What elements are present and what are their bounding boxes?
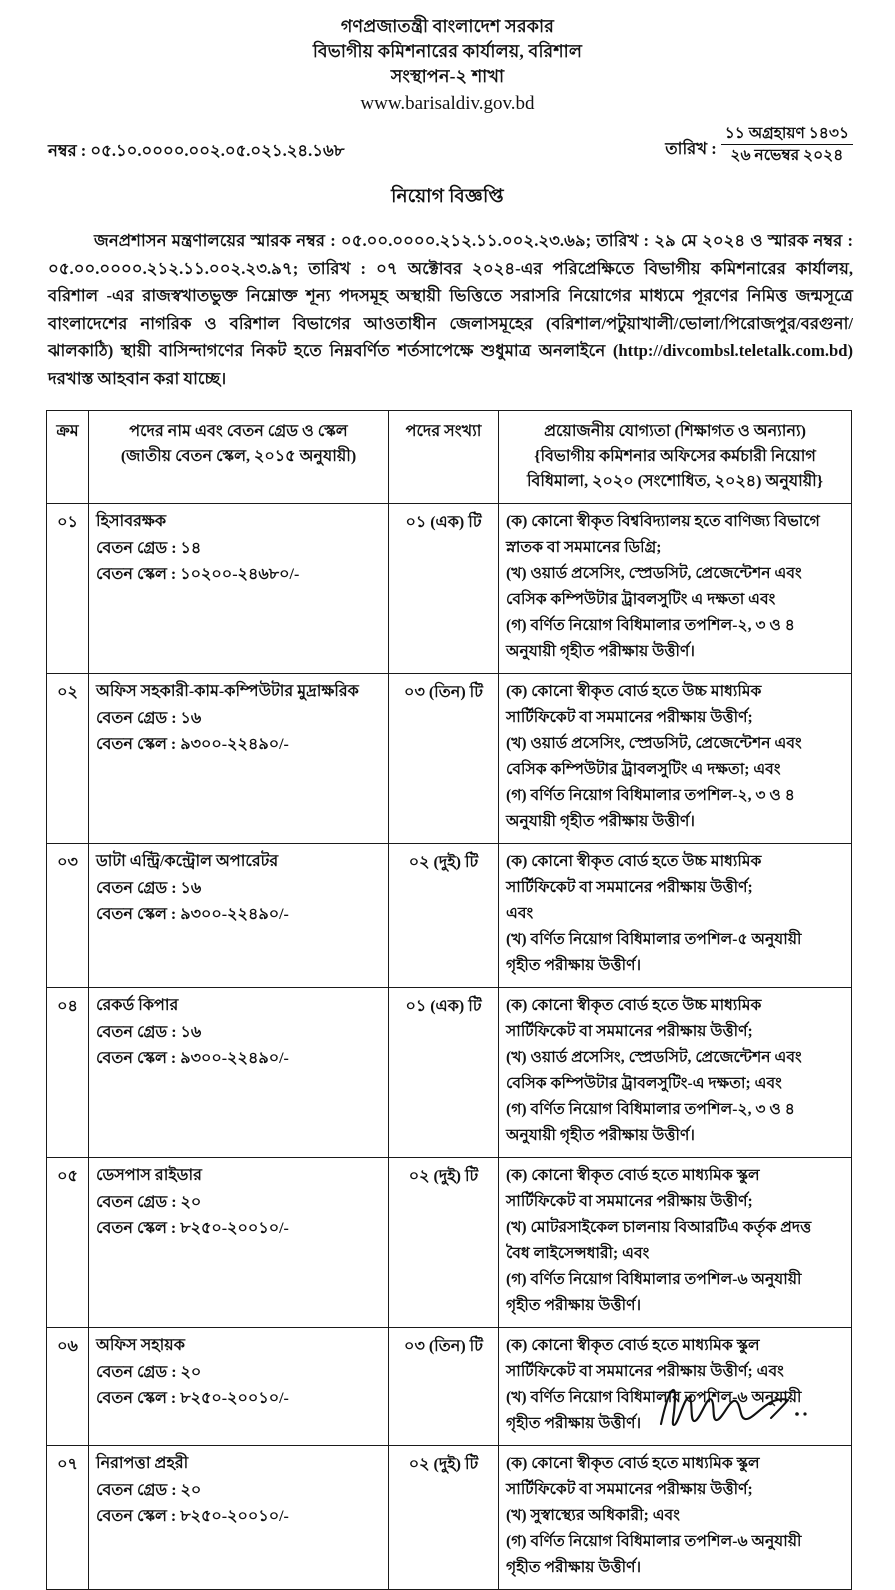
qualification-line: অনুযায়ী গৃহীত পরীক্ষায় উত্তীর্ণ। — [506, 643, 695, 660]
qualification-line: বেসিক কম্পিউটার ট্রাবলসুটিং এ দক্ষতা এবং — [506, 591, 776, 608]
qualification-line: (ক) কোনো স্বীকৃত বোর্ড হতে উচ্চ মাধ্যমিক — [506, 853, 762, 870]
signature-area — [655, 1380, 835, 1434]
qualification-line: বেসিক কম্পিউটার ট্রাবলসুটিং এ দক্ষতা; এবং — [506, 761, 781, 778]
date-bangla: ১১ অগ্রহায়ণ ১৪৩১ — [721, 126, 853, 145]
table-row — [47, 1158, 852, 1328]
cell-qualifications — [499, 1446, 852, 1590]
cell-post-details — [89, 504, 389, 674]
post-pay-grade: বেতন গ্রেড : ১৬ — [96, 709, 202, 727]
date-label: তারিখ : — [665, 139, 717, 158]
col-header-post-line1: পদের নাম এবং বেতন গ্রেড ও স্কেল — [129, 423, 348, 440]
cell-serial: ০৩ — [47, 844, 89, 988]
table-row — [47, 988, 852, 1158]
post-pay-scale: বেতন স্কেল : ১০২০০-২৪৬৮০/- — [96, 566, 300, 583]
handwritten-signature-icon — [655, 1380, 835, 1434]
post-name: হিসাবরক্ষক — [96, 513, 167, 530]
branch-name: সংস্থাপন-২ শাখা — [390, 66, 505, 86]
cell-serial: ০৪ — [47, 988, 89, 1158]
cell-serial: ০৬ — [47, 1328, 89, 1446]
qualification-line: (গ) বর্ণিত নিয়োগ বিধিমালার তপশিল-৬ অনুযায়ী — [506, 1533, 802, 1550]
qualification-line: (খ) ওয়ার্ড প্রসেসিং, স্প্রেডসিট, প্রেজেন্টেশন এবং — [506, 1049, 802, 1066]
qualification-line: (গ) বর্ণিত নিয়োগ বিধিমালার তপশিল-২, ৩ ও ৪ — [506, 787, 795, 804]
memo-number: নম্বর : ০৫.১০.০০০০.০০২.০৫.০২১.২৪.১৬৮ — [48, 141, 345, 160]
post-name: অফিস সহকারী-কাম-কম্পিউটার মুদ্রাক্ষরিক — [96, 683, 359, 700]
post-pay-grade: বেতন গ্রেড : ২০ — [96, 1481, 202, 1499]
post-pay-grade: বেতন গ্রেড : ১৬ — [96, 1023, 202, 1041]
cell-post-details — [89, 1328, 389, 1446]
qualification-line: (গ) বর্ণিত নিয়োগ বিধিমালার তপশিল-২, ৩ ও ৪ — [506, 617, 795, 634]
cell-serial: ০৭ — [47, 1446, 89, 1590]
table-row — [47, 1446, 852, 1590]
qualification-line: গৃহীত পরীক্ষায় উত্তীর্ণ। — [506, 1415, 642, 1432]
qualification-line: (খ) ওয়ার্ড প্রসেসিং, স্প্রেডসিট, প্রেজেন্টেশন এবং — [506, 565, 802, 582]
cell-vacancy-count: ০৩ (তিন) টি — [389, 674, 499, 844]
cell-vacancy-count: ০২ (দুই) টি — [389, 1158, 499, 1328]
qualification-line: (খ) বর্ণিত নিয়োগ বিধিমালার তপশিল-৫ অনুযায়ী — [506, 931, 802, 948]
post-name: অফিস সহায়ক — [96, 1337, 185, 1354]
cell-qualifications — [499, 988, 852, 1158]
post-pay-scale: বেতন স্কেল : ৮২৫০-২০০১০/- — [96, 1390, 289, 1407]
cell-qualifications — [499, 504, 852, 674]
table-row — [47, 674, 852, 844]
qualification-line: সার্টিফিকেট বা সমমানের পরীক্ষায় উত্তীর্ণ; — [506, 879, 753, 896]
post-pay-grade: বেতন গ্রেড : ২০ — [96, 1363, 202, 1381]
cell-serial: ০১ — [47, 504, 89, 674]
post-pay-grade: বেতন গ্রেড : ১৬ — [96, 879, 202, 897]
cell-post-details — [89, 988, 389, 1158]
qualification-line: স্নাতক বা সমমানের ডিগ্রি; — [506, 539, 662, 556]
qualification-line: অনুযায়ী গৃহীত পরীক্ষায় উত্তীর্ণ। — [506, 1127, 695, 1144]
qualification-line: বেসিক কম্পিউটার ট্রাবলসুটিং-এ দক্ষতা; এবং — [506, 1075, 782, 1092]
post-pay-scale: বেতন স্কেল : ৮২৫০-২০০১০/- — [96, 1508, 289, 1525]
qualification-line: সার্টিফিকেট বা সমমানের পরীক্ষায় উত্তীর্ণ; এবং — [506, 1363, 784, 1380]
cell-vacancy-count: ০১ (এক) টি — [389, 988, 499, 1158]
cell-qualifications — [499, 674, 852, 844]
post-pay-scale: বেতন স্কেল : ৯৩০০-২২৪৯০/- — [96, 906, 289, 923]
col-header-post — [89, 411, 389, 504]
date-stack — [721, 126, 853, 163]
table-header-row — [47, 411, 852, 504]
qualification-line: গৃহীত পরীক্ষায় উত্তীর্ণ। — [506, 957, 642, 974]
col-header-post-line2: (জাতীয় বেতন স্কেল, ২০১৫ অনুযায়ী) — [120, 448, 357, 465]
qualification-line: (খ) মোটরসাইকেল চালনায় বিআরটিএ কর্তৃক প্রদত্ত — [506, 1219, 812, 1236]
page-title: নিয়োগ বিজ্ঞপ্তি — [391, 187, 504, 207]
government-name: গণপ্রজাতন্ত্রী বাংলাদেশ সরকার — [340, 16, 555, 36]
cell-post-details — [89, 674, 389, 844]
office-name: বিভাগীয় কমিশনারের কার্যালয়, বরিশাল — [312, 41, 583, 61]
post-pay-scale: বেতন স্কেল : ৯৩০০-২২৪৯০/- — [96, 1050, 289, 1067]
col-header-qual-line2: {বিভাগীয় কমিশনার অফিসের কর্মচারী নিয়োগ — [534, 448, 816, 465]
date-english: ২৬ নভেম্বর ২০২৪ — [730, 146, 844, 164]
cell-vacancy-count: ০২ (দুই) টি — [389, 1446, 499, 1590]
qualification-line: বৈধ লাইসেন্সধারী; এবং — [506, 1245, 650, 1262]
qualification-line: (ক) কোনো স্বীকৃত বোর্ড হতে মাধ্যমিক স্কুল — [506, 1337, 760, 1354]
qualification-line: এবং — [506, 905, 534, 922]
cell-vacancy-count: ০১ (এক) টি — [389, 504, 499, 674]
qualification-line: (গ) বর্ণিত নিয়োগ বিধিমালার তপশিল-৬ অনুযায়ী — [506, 1271, 802, 1288]
qualification-line: সার্টিফিকেট বা সমমানের পরীক্ষায় উত্তীর্ণ; — [506, 1193, 753, 1210]
qualification-line: (খ) সুস্বাস্থ্যের অধিকারী; এবং — [506, 1507, 680, 1524]
office-website: www.barisaldiv.gov.bd — [360, 93, 535, 114]
post-name: ডেসপাস রাইডার — [96, 1167, 202, 1184]
col-header-qual-line3: বিধিমালা, ২০২০ (সংশোধিত, ২০২৪) অনুযায়ী} — [526, 473, 824, 490]
qualification-line: (গ) বর্ণিত নিয়োগ বিধিমালার তপশিল-২, ৩ ও ৪ — [506, 1101, 795, 1118]
col-header-qualification — [499, 411, 852, 504]
cell-post-details — [89, 1158, 389, 1328]
cell-serial: ০২ — [47, 674, 89, 844]
cell-post-details — [89, 1446, 389, 1590]
qualification-line: গৃহীত পরীক্ষায় উত্তীর্ণ। — [506, 1297, 642, 1314]
cell-qualifications — [499, 1158, 852, 1328]
qualification-line: গৃহীত পরীক্ষায় উত্তীর্ণ। — [506, 1559, 642, 1576]
post-name: নিরাপত্তা প্রহরী — [96, 1455, 189, 1472]
memo-date-block — [665, 126, 853, 163]
qualification-line: (ক) কোনো স্বীকৃত বোর্ড হতে উচ্চ মাধ্যমিক — [506, 683, 762, 700]
qualification-line: সার্টিফিকেট বা সমমানের পরীক্ষায় উত্তীর্ণ; — [506, 1023, 753, 1040]
cell-post-details — [89, 844, 389, 988]
post-pay-scale: বেতন স্কেল : ৮২৫০-২০০১০/- — [96, 1220, 289, 1237]
document-header — [0, 0, 895, 118]
table-head — [47, 411, 852, 504]
post-pay-grade: বেতন গ্রেড : ১৪ — [96, 539, 202, 557]
memo-line — [0, 125, 895, 174]
post-name: রেকর্ড কিপার — [96, 997, 179, 1014]
post-pay-grade: বেতন গ্রেড : ২০ — [96, 1193, 202, 1211]
cell-qualifications — [499, 844, 852, 988]
col-header-count: পদের সংখ্যা — [389, 411, 499, 504]
col-header-qual-line1: প্রয়োজনীয় যোগ্যতা (শিক্ষাগত ও অন্যান্য) — [544, 423, 806, 440]
qualification-line: সার্টিফিকেট বা সমমানের পরীক্ষায় উত্তীর্ণ; — [506, 709, 753, 726]
intro-paragraph: জনপ্রশাসন মন্ত্রণালয়ের স্মারক নম্বর : ০৫.০০.০০০০.২১২.১১.০০২.২৩.৬৯; তারিখ : ২৯ মে ২০২৪ ও স্মারক নম্বর : ০৫.০০.০০০০.২১২.১১.০০২.২৩.৯৭; তারিখ : ০৭ অক্টোবর ২০২৪-এর পরিপ্রেক্ষিতে বিভাগীয় কমিশনারের কার্যালয়, বরিশাল -এর রাজস্বখাতভুক্ত নিম্নোক্ত শূন্য পদসমূহ অস্থায়ী ভিত্তিতে সরাসরি নিয়োগের মাধ্যমে পূরণের নিমিত্ত জন্মসূত্রে বাংলাদেশের নাগরিক ও বরিশাল বিভাগের আওতাধীন জেলাসমূহের (বরিশাল/পটুয়াখালী/ভোলা/পিরোজপুর/বরগুনা/ঝালকাঠি) স্থায়ী বাসিন্দাগণের নিকট হতে নিম্নবর্ণিত শর্তসাপেক্ষে শুধুমাত্র অনলাইনে (http://divcombsl.teletalk.com.bd) দরখাস্ত আহবান করা যাচ্ছে। — [48, 231, 853, 388]
qualification-line: সার্টিফিকেট বা সমমানের পরীক্ষায় উত্তীর্ণ; — [506, 1481, 753, 1498]
qualification-line: (ক) কোনো স্বীকৃত বিশ্ববিদ্যালয় হতে বাণিজ্য বিভাগে — [506, 513, 820, 530]
qualification-line: (খ) বর্ণিত নিয়োগ বিধিমালার তপশিল-৬ অনুযায়ী — [506, 1389, 802, 1406]
cell-vacancy-count: ০৩ (তিন) টি — [389, 1328, 499, 1446]
post-name: ডাটা এন্ট্রি/কন্ট্রোল অপারেটর — [96, 853, 279, 870]
qualification-line: (খ) ওয়ার্ড প্রসেসিং, স্প্রেডসিট, প্রেজেন্টেশন এবং — [506, 735, 802, 752]
qualification-line: (ক) কোনো স্বীকৃত বোর্ড হতে মাধ্যমিক স্কুল — [506, 1455, 760, 1472]
qualification-line: অনুযায়ী গৃহীত পরীক্ষায় উত্তীর্ণ। — [506, 813, 695, 830]
table-row — [47, 844, 852, 988]
cell-serial: ০৫ — [47, 1158, 89, 1328]
qualification-line: (ক) কোনো স্বীকৃত বোর্ড হতে উচ্চ মাধ্যমিক — [506, 997, 762, 1014]
cell-vacancy-count: ০২ (দুই) টি — [389, 844, 499, 988]
table-row — [47, 504, 852, 674]
post-pay-scale: বেতন স্কেল : ৯৩০০-২২৪৯০/- — [96, 736, 289, 753]
qualification-line: (ক) কোনো স্বীকৃত বোর্ড হতে মাধ্যমিক স্কুল — [506, 1167, 760, 1184]
col-header-serial: ক্রম — [47, 411, 89, 504]
